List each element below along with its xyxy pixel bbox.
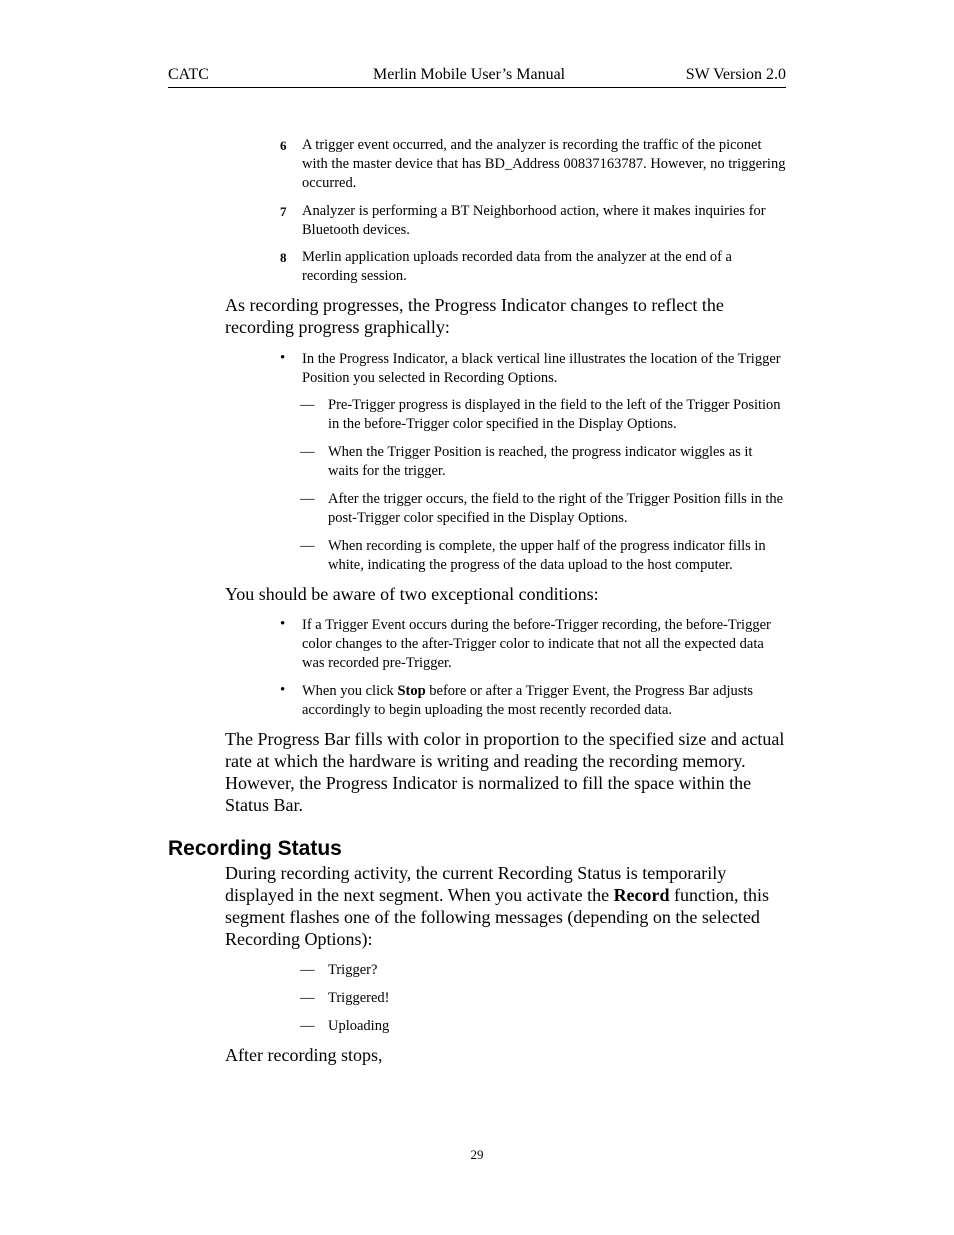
dash-mark: — bbox=[300, 444, 315, 460]
status-message: Trigger? bbox=[328, 962, 378, 978]
bullet-text: In the Progress Indicator, a black vertical line illustrates the location of the Trigger Position you selected in Recording Options. bbox=[302, 351, 781, 386]
dash-text: Pre-Trigger progress is displayed in the field to the left of the Trigger Position in the before-Trigger color specified in the Display Options. bbox=[328, 397, 781, 432]
paragraph-progress-bar: The Progress Bar fills with color in proportion to the specified size and actual rate at which the hardware is writing and reading the recording memory. However, the Progress Indicator is normalized to fill the space within the Status Bar. bbox=[225, 729, 785, 815]
record-keyword: Record bbox=[613, 885, 670, 905]
dash-mark: — bbox=[300, 990, 315, 1006]
page-number: 29 bbox=[470, 1147, 484, 1162]
stop-keyword: Stop bbox=[397, 683, 426, 699]
dash-mark: — bbox=[300, 397, 315, 413]
section-heading: Recording Status bbox=[168, 837, 342, 860]
item-number: 8 bbox=[280, 250, 287, 265]
item-text: Merlin application uploads recorded data from the analyzer at the end of a recording session. bbox=[302, 249, 732, 284]
bullet-mark: • bbox=[280, 616, 286, 632]
bullet-text: If a Trigger Event occurs during the before-Trigger recording, the before-Trigger color changes to the after-Trigger color to indicate that not all the expected data was recorded pre-Trigger. bbox=[302, 617, 771, 671]
dash-text: After the trigger occurs, the field to the right of the Trigger Position fills in the post-Trigger color specified in the Display Options. bbox=[328, 491, 784, 526]
dash-mark: — bbox=[300, 538, 315, 554]
dash-mark: — bbox=[300, 1018, 315, 1034]
header-title: Merlin Mobile User’s Manual bbox=[373, 66, 566, 83]
page-header bbox=[168, 64, 786, 88]
bullet-mark: • bbox=[280, 682, 286, 698]
dash-text: When recording is complete, the upper half of the progress indicator fills in white, indicating the progress of the data upload to the host computer. bbox=[328, 538, 766, 573]
header-company: CATC bbox=[168, 66, 209, 83]
bullet-text: When you click Stop before or after a Trigger Event, the Progress Bar adjusts accordingly to begin uploading the most recently recorded data. bbox=[302, 683, 754, 718]
status-message: Uploading bbox=[328, 1018, 390, 1034]
paragraph-exceptions: You should be aware of two exceptional conditions: bbox=[225, 584, 599, 604]
header-version: SW Version 2.0 bbox=[685, 66, 786, 83]
item-text: Analyzer is performing a BT Neighborhood action, where it makes inquiries for Bluetooth devices. bbox=[302, 203, 766, 238]
paragraph-after-stop: After recording stops, bbox=[225, 1045, 383, 1065]
status-message: Triggered! bbox=[328, 990, 390, 1006]
dash-mark: — bbox=[300, 491, 315, 507]
item-number: 6 bbox=[280, 138, 287, 153]
dash-text: When the Trigger Position is reached, the progress indicator wiggles as it waits for the trigger. bbox=[328, 444, 753, 479]
item-text: A trigger event occurred, and the analyzer is recording the traffic of the piconet with the master device that has BD_Address 00837163787. However, no triggering occurred. bbox=[302, 137, 786, 191]
item-number: 7 bbox=[280, 204, 287, 219]
paragraph-progress: As recording progresses, the Progress Indicator changes to reflect the recording progress graphically: bbox=[225, 295, 724, 337]
bullet-mark: • bbox=[280, 350, 286, 366]
dash-mark: — bbox=[300, 962, 315, 978]
paragraph-recording-status: During recording activity, the current Recording Status is temporarily displayed in the next segment. When you activate the Record function, this segment flashes one of the following messages (depending on the selected Recording Options): bbox=[225, 863, 770, 949]
